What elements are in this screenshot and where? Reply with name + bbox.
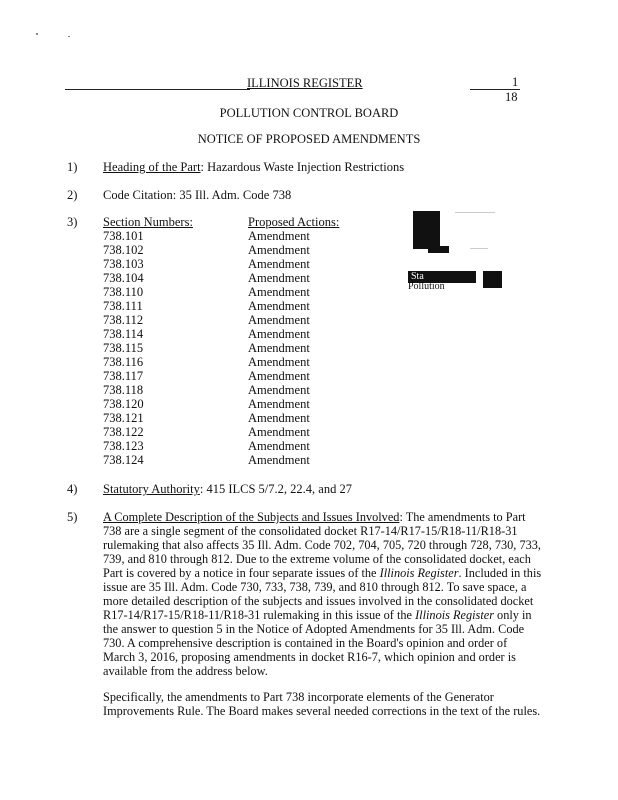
proposed-action: Amendment: [248, 299, 310, 313]
page-number: 1: [512, 75, 519, 89]
section-number: 738.102: [103, 243, 144, 257]
item-4-text: [103, 482, 352, 496]
item-5-paragraph-2: Specifically, the amendments to Part 738 incorporate elements of the Generator Improvements Rule. The Board makes several needed corrections in the text of the rules.: [103, 690, 541, 718]
item-3-number: 3): [67, 215, 78, 229]
section-number: 738.115: [103, 341, 144, 355]
section-number: 738.101: [103, 229, 144, 243]
section-numbers-header: Section Numbers:: [103, 215, 193, 229]
proposed-action: Amendment: [248, 425, 310, 439]
stamp-text-1: Sta: [411, 271, 424, 282]
section-number: 738.120: [103, 397, 144, 411]
proposed-action: Amendment: [248, 355, 310, 369]
item-4-value: : 415 ILCS 5/7.2, 22.4, and 27: [199, 482, 352, 496]
proposed-action: Amendment: [248, 243, 310, 257]
section-number: 738.112: [103, 313, 144, 327]
section-number: 738.124: [103, 453, 144, 467]
proposed-action: Amendment: [248, 341, 310, 355]
stamp-text-2: Pollution: [408, 281, 445, 292]
item-2-number: 2): [67, 188, 78, 202]
proposed-action: Amendment: [248, 383, 310, 397]
item-1-label: Heading of the Part: [103, 160, 201, 174]
proposed-action: Amendment: [248, 313, 310, 327]
item-5-paragraph: A Complete Description of the Subjects and Issues Involved: The amendments to Part 738 are a single segment of the consolidated docket R17-14/R17-15/R18-11/R18-31 rulemaking that also affects 35 Ill. Adm. Code 702, 704, 705, 720 through 728, 730, 733, 739, and 810 through 812. Due to the extreme volume of the consolidated docket, each Part is covered by a notice in four separate issues of the Illinois Register. Included in this issue are 35 Ill. Adm. Code 730, 733, 738, 739, and 810 through 812. To save space, a more detailed description of the subjects and issues involved in the consolidated docket R17-14/R17-15/R18-11/R18-31 rulemaking in this issue of the Illinois Register only in the answer to question 5 in the Notice of Adopted Amendments for 35 Ill. Adm. Code 730. A comprehensive description is contained in the Board's opinion and order of March 3, 2016, proposing amendments in docket R16-7, which opinion and order is available from the address below.: [103, 510, 542, 678]
issue-number: 18: [505, 90, 518, 104]
item-4-label: Statutory Authority: [103, 482, 200, 496]
proposed-action: Amendment: [248, 439, 310, 453]
redacted-block: [428, 246, 449, 253]
item-2-text: Code Citation: 35 Ill. Adm. Code 738: [103, 188, 292, 202]
notice-title: NOTICE OF PROPOSED AMENDMENTS: [197, 132, 421, 146]
scan-speck: [68, 36, 70, 37]
section-number: 738.118: [103, 383, 144, 397]
item-5-number: 5): [67, 510, 78, 524]
proposed-action: Amendment: [248, 369, 310, 383]
scan-speck: [455, 212, 495, 213]
section-number: 738.122: [103, 425, 144, 439]
section-number: 738.114: [103, 327, 144, 341]
section-number: 738.116: [103, 355, 144, 369]
header-rule-left: [65, 89, 250, 90]
scan-speck: [470, 248, 488, 249]
section-number: 738.117: [103, 369, 144, 383]
item-5-label: A Complete Description of the Subjects and Issues Involved: [103, 510, 400, 524]
proposed-action: Amendment: [248, 285, 310, 299]
section-number: 738.123: [103, 439, 144, 453]
section-number: 738.110: [103, 285, 144, 299]
section-number: 738.104: [103, 271, 144, 285]
proposed-action: Amendment: [248, 327, 310, 341]
proposed-action: Amendment: [248, 257, 310, 271]
proposed-action: Amendment: [248, 271, 310, 285]
proposed-action: Amendment: [248, 411, 310, 425]
item-1-number: 1): [67, 160, 78, 174]
agency-title: POLLUTION CONTROL BOARD: [219, 106, 399, 120]
scan-speck: [36, 33, 38, 35]
redacted-block: [413, 211, 440, 249]
section-number: 738.121: [103, 411, 144, 425]
proposed-actions-header: Proposed Actions:: [248, 215, 340, 229]
redacted-block: [483, 271, 502, 288]
item-1-text: [103, 160, 404, 174]
register-title: ILLINOIS REGISTER: [247, 76, 363, 90]
section-number: 738.111: [103, 299, 143, 313]
proposed-action: Amendment: [248, 397, 310, 411]
proposed-action: Amendment: [248, 229, 310, 243]
section-number: 738.103: [103, 257, 144, 271]
item-4-number: 4): [67, 482, 78, 496]
item-1-value: : Hazardous Waste Injection Restrictions: [200, 160, 405, 174]
proposed-action: Amendment: [248, 453, 310, 467]
